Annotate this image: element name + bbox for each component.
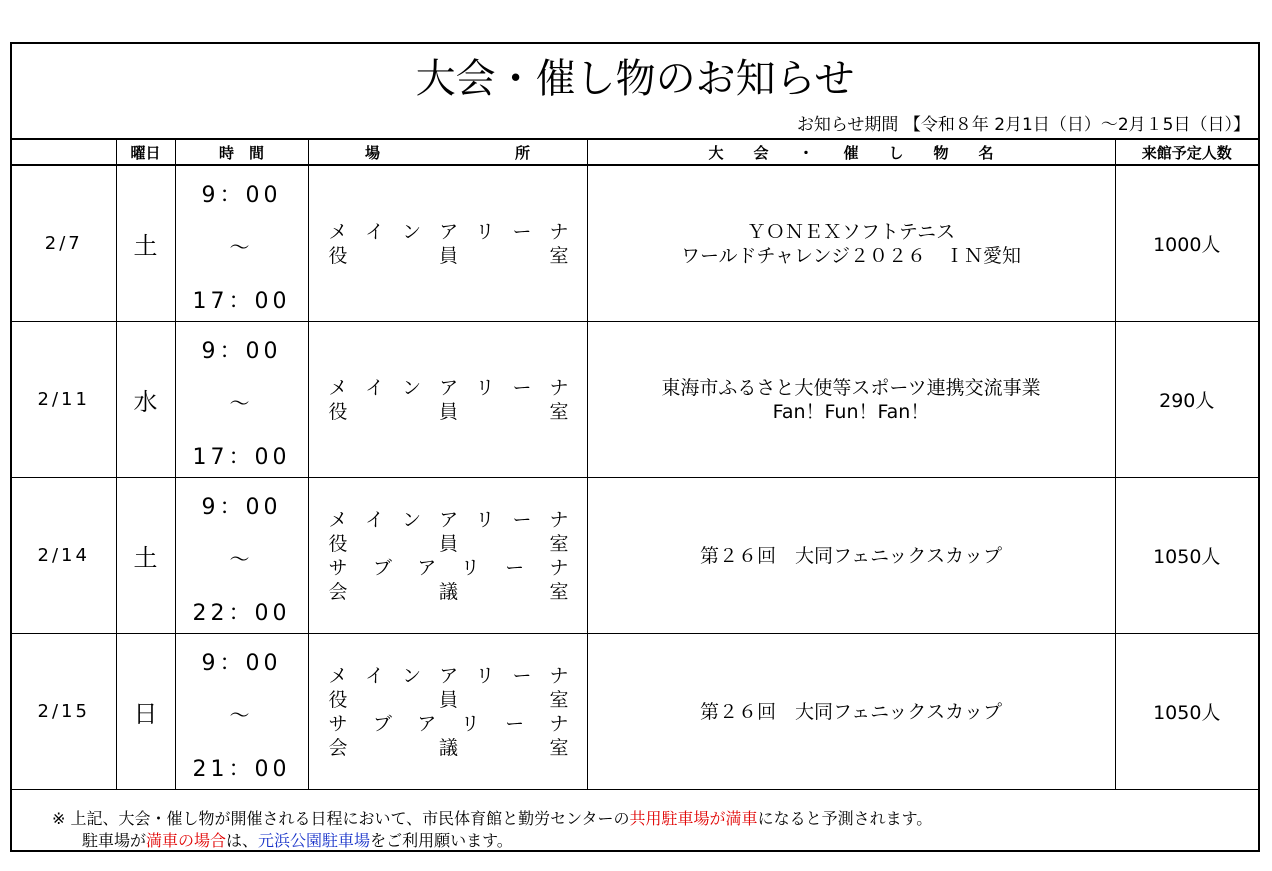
event-name-line: ワールドチャレンジ２０２６ ＩＮ愛知 — [680, 244, 1022, 267]
expected-attendance: 1000人 — [1115, 165, 1258, 322]
venue-name: メインアリーナ — [328, 376, 569, 399]
event-name-cell — [587, 165, 1115, 322]
venue-name: メインアリーナ — [328, 508, 569, 531]
event-venues — [308, 478, 587, 634]
event-time — [176, 634, 308, 789]
event-time-cell — [175, 478, 308, 634]
event-time — [176, 478, 308, 633]
venue-name: メインアリーナ — [328, 664, 569, 687]
venue-name: メインアリーナ — [328, 220, 569, 243]
venue-name: 役員室 — [328, 532, 569, 555]
event-date: 2/7 — [12, 165, 116, 322]
time-separator: ～ — [229, 235, 254, 259]
time-separator: ～ — [229, 391, 254, 415]
event-name-line: 第２６回 大同フェニックスカップ — [700, 700, 1002, 723]
event-name-cell — [587, 478, 1115, 634]
header-time: 時 間 — [175, 139, 308, 165]
page-title: 大会・催し物のお知らせ — [415, 56, 855, 102]
event-time-cell — [175, 322, 308, 478]
event-name-line: 東海市ふるさと大使等スポーツ連携交流事業 — [661, 376, 1041, 399]
schedule-table — [12, 138, 1258, 790]
notice-sheet — [10, 42, 1260, 852]
event-date: 2/14 — [12, 478, 116, 634]
start-time: 9：00 — [201, 495, 282, 520]
note-highlight-motohama-parking: 元浜公園駐車場 — [258, 831, 371, 850]
start-time: 9：00 — [201, 651, 282, 676]
expected-attendance: 1050人 — [1115, 478, 1258, 634]
event-day-of-week: 土 — [116, 165, 175, 322]
event-time-cell — [175, 165, 308, 322]
event-date: 2/11 — [12, 322, 116, 478]
event-venues — [308, 165, 587, 322]
event-name-line: 第２６回 大同フェニックスカップ — [700, 544, 1002, 567]
event-venues — [308, 322, 587, 478]
event-time — [176, 322, 308, 477]
venue-name: サブアリーナ — [328, 712, 569, 735]
event-name-cell — [587, 634, 1115, 790]
venue-name: 会議室 — [328, 580, 569, 603]
event-time — [176, 166, 308, 321]
event-day-of-week: 水 — [116, 322, 175, 478]
venue-name: 役員室 — [328, 244, 569, 267]
event-day-of-week: 土 — [116, 478, 175, 634]
header-date — [12, 139, 116, 165]
time-separator: ～ — [229, 547, 254, 571]
end-time: 17：00 — [192, 445, 291, 470]
note-line-2: 駐車場が満車の場合は、元浜公園駐車場をご利用願います。 — [82, 831, 513, 850]
event-venues — [308, 634, 587, 790]
event-name-cell — [587, 322, 1115, 478]
event-name-line: Fan！Fun！Fan！ — [772, 400, 930, 423]
start-time: 9：00 — [201, 339, 282, 364]
table-row — [12, 478, 1258, 634]
start-time: 9：00 — [201, 183, 282, 208]
venue-name: 役員室 — [328, 688, 569, 711]
event-name-line: ＹＯＮＥＸソフトテニス — [746, 220, 956, 243]
venue-name: 会議室 — [328, 736, 569, 759]
note-highlight-parking-full: 共用駐車場が満車 — [629, 809, 758, 828]
end-time: 22：00 — [192, 601, 291, 626]
header-event: 大 会 ・ 催 し 物 名 — [587, 139, 1115, 165]
table-row — [12, 634, 1258, 790]
header-dow: 曜日 — [116, 139, 175, 165]
header-count: 来館予定人数 — [1115, 139, 1258, 165]
notes — [52, 808, 932, 852]
note-highlight-when-full: 満車の場合 — [146, 831, 227, 850]
end-time: 21：00 — [192, 757, 291, 782]
expected-attendance: 1050人 — [1115, 634, 1258, 790]
table-row — [12, 165, 1258, 322]
event-date: 2/15 — [12, 634, 116, 790]
event-time-cell — [175, 634, 308, 790]
notice-period: お知らせ期間 【令和８年 2月1日（日）～2月１5日（日）】 — [796, 115, 1250, 135]
venue-name: サブアリーナ — [328, 556, 569, 579]
venue-name: 役員室 — [328, 400, 569, 423]
event-day-of-week: 日 — [116, 634, 175, 790]
expected-attendance: 290人 — [1115, 322, 1258, 478]
table-row — [12, 322, 1258, 478]
time-separator: ～ — [229, 703, 254, 727]
header-venue: 場 所 — [308, 139, 587, 165]
header-row — [12, 139, 1258, 165]
end-time: 17：00 — [192, 289, 291, 314]
note-line-1: ※ 上記、大会・催し物が開催される日程において、市民体育館と勤労センターの共用駐車場が満車になると予測されます。 — [52, 809, 933, 828]
